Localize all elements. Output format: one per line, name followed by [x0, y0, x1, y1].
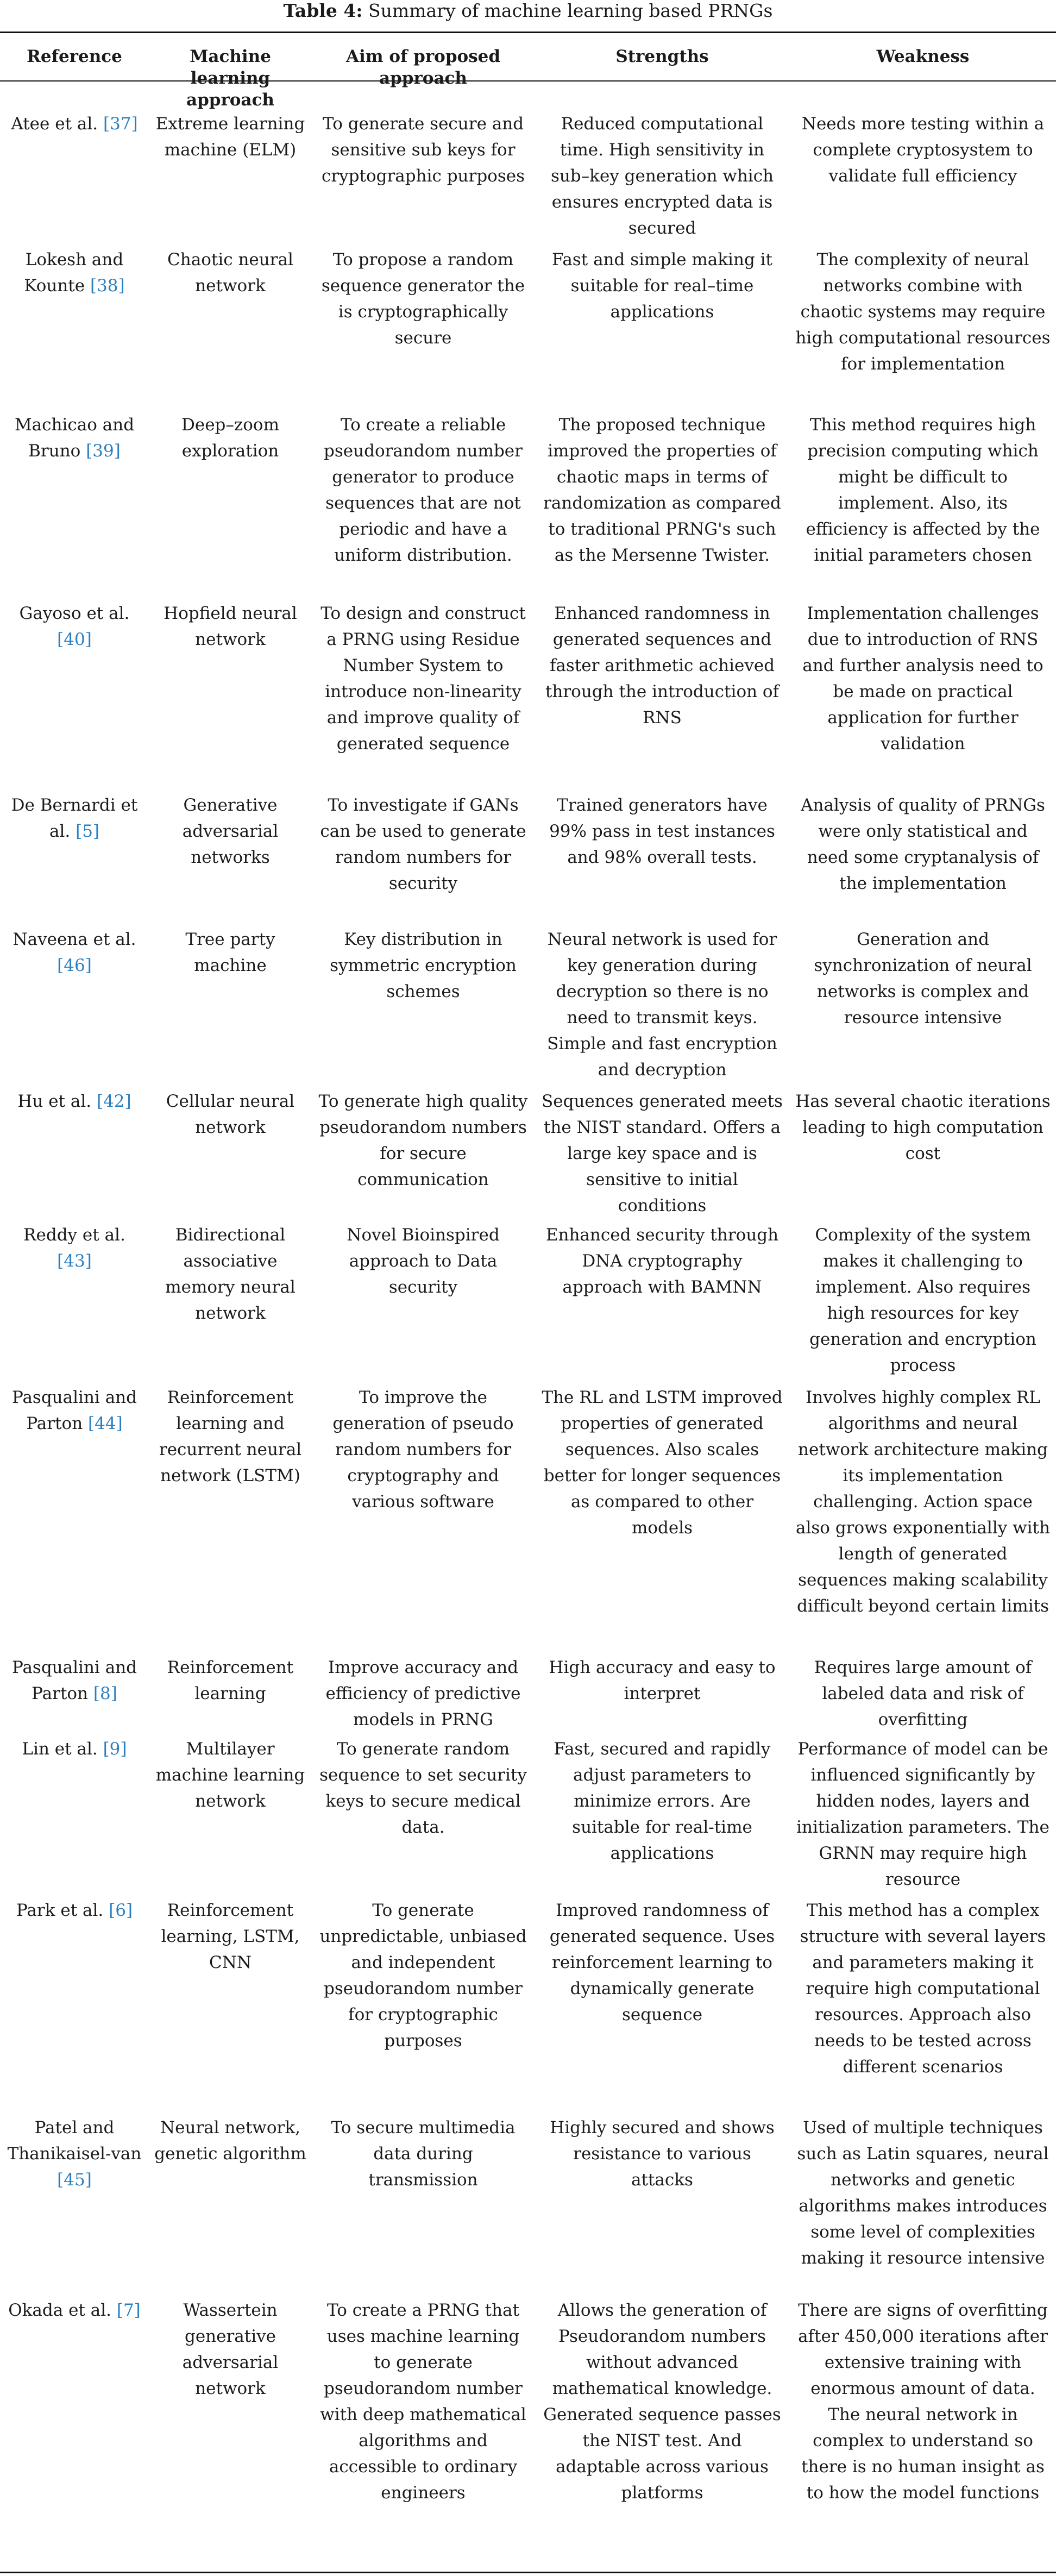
weakness-cell: Generation and synchronization of neural networks is complex and resource intensive: [814, 930, 1032, 1027]
approach-cell: Cellular neural network: [166, 1092, 295, 1137]
citation-link[interactable]: [46]: [57, 956, 92, 975]
citation-link[interactable]: [40]: [57, 630, 92, 649]
table-caption-title: Summary of machine learning based PRNGs: [368, 0, 773, 21]
approach-cell: Generative adversarial networks: [182, 795, 279, 867]
weakness-cell: This method has a complex structure with several layers and parameters making it require high computational resources. Approach also needs to be tested across different scenarios: [800, 1901, 1046, 2077]
citation-link[interactable]: [38]: [90, 276, 125, 296]
aim-cell: To design and construct a PRNG using Residue Number System to introduce non-linearity and improve quality of generated sequence: [320, 604, 526, 754]
reference-text: Gayoso et al.: [19, 604, 130, 623]
reference-text: Machicao and Bruno: [14, 415, 135, 461]
table-row: [0, 412, 1056, 600]
strengths-cell: Sequences generated meets the NIST standard. Offers a large key space and is sensitive to initial conditions: [542, 1092, 783, 1215]
reference-text: Pasqualini and Parton: [11, 1658, 137, 1703]
citation-link[interactable]: [5]: [76, 822, 100, 841]
reference-text: Park et al.: [16, 1901, 109, 1920]
strengths-cell: Improved randomness of generated sequence. Uses reinforcement learning to dynamically generate sequence: [549, 1901, 775, 2025]
reference-cell: [0, 111, 149, 247]
weakness-cell: Used of multiple techniques such as Latin squares, neural networks and genetic algorithms makes introduces some level of complexities making it resource intensive: [797, 2118, 1049, 2268]
aim-cell: To generate unpredictable, unbiased and independent pseudorandom number for cryptographic purposes: [319, 1901, 527, 2051]
aim-cell: To propose a random sequence generator the is cryptographically secure: [321, 250, 525, 348]
reference-cell: [0, 412, 149, 600]
citation-link[interactable]: [6]: [109, 1901, 133, 1920]
reference-cell: [0, 2297, 149, 2540]
strengths-cell: High accuracy and easy to interpret: [549, 1658, 776, 1703]
strengths-cell: Trained generators have 99% pass in test instances and 98% overall tests.: [549, 795, 775, 867]
reference-text: Lin et al.: [22, 1739, 103, 1759]
header-row: [0, 35, 1056, 111]
reference-cell: [0, 1736, 149, 1897]
strengths-cell: Enhanced security through DNA cryptography approach with BAMNN: [545, 1225, 779, 1297]
aim-cell: Improve accuracy and efficiency of predictive models in PRNG: [325, 1658, 521, 1729]
reference-cell: [0, 1897, 149, 2115]
table-caption-label: Table 4:: [283, 0, 363, 21]
approach-cell: Extreme learning machine (ELM): [155, 114, 305, 160]
strengths-cell: Fast and simple making it suitable for real–time applications: [551, 250, 773, 322]
aim-cell: To create a PRNG that uses machine learning to generate pseudorandom number with deep mathematical algorithms and accessible to ordinary engineers: [320, 2301, 526, 2503]
weakness-cell: Involves highly complex RL algorithms and neural network architecture making its implementation challenging. Action space also grows exponentially with length of generated sequences making scalability difficult beyond certain limits: [796, 1388, 1050, 1616]
aim-cell: To generate random sequence to set security keys to secure medical data.: [319, 1739, 527, 1837]
header-aim: Aim of proposed approach: [345, 47, 501, 88]
weakness-cell: This method requires high precision computing which might be difficult to implement. Also, its efficiency is affected by the initial parameters chosen: [806, 415, 1040, 565]
table-row: [0, 1384, 1056, 1654]
aim-cell: To secure multimedia data during transmission: [331, 2118, 516, 2190]
strengths-cell: Highly secured and shows resistance to various attacks: [550, 2118, 775, 2190]
reference-text: Okada et al.: [8, 2301, 117, 2320]
aim-cell: Key distribution in symmetric encryption schemes: [330, 930, 517, 1001]
weakness-cell: Implementation challenges due to introduction of RNS and further analysis need to be made on practical application for further validation: [802, 604, 1044, 754]
weakness-cell: Needs more testing within a complete cryptosystem to validate full efficiency: [801, 114, 1045, 186]
approach-cell: Bidirectional associative memory neural network: [165, 1225, 296, 1323]
citation-link[interactable]: [45]: [57, 2170, 92, 2190]
weakness-cell: Has several chaotic iterations leading to high computation cost: [795, 1092, 1051, 1163]
reference-cell: [0, 247, 149, 412]
reference-cell: [0, 792, 149, 926]
table-row: [0, 600, 1056, 792]
table-row: [0, 792, 1056, 926]
strengths-cell: Fast, secured and rapidly adjust parameters to minimize errors. Are suitable for real-time applications: [554, 1739, 771, 1863]
reference-text: Naveena et al.: [12, 930, 136, 949]
weakness-cell: Complexity of the system makes it challenging to implement. Also requires high resources for key generation and encryption process: [809, 1225, 1036, 1375]
table-row: [0, 1222, 1056, 1384]
header-strengths: Strengths: [615, 47, 709, 66]
table-row: [0, 247, 1056, 412]
citation-link[interactable]: [9]: [103, 1739, 127, 1759]
reference-cell: [0, 1222, 149, 1384]
approach-cell: Reinforcement learning, LSTM, CNN: [161, 1901, 300, 1972]
header-approach: Machine learning approach: [186, 47, 274, 110]
table-row: [0, 1897, 1056, 2115]
strengths-cell: Neural network is used for key generation during decryption so there is no need to transmit keys. Simple and fast encryption and decryption: [547, 930, 777, 1080]
citation-link[interactable]: [43]: [57, 1251, 92, 1271]
header-weakness: Weakness: [876, 47, 970, 66]
citation-link[interactable]: [8]: [93, 1684, 117, 1703]
reference-cell: [0, 600, 149, 792]
approach-cell: Reinforcement learning: [167, 1658, 294, 1703]
approach-cell: Chaotic neural network: [167, 250, 293, 296]
citation-link[interactable]: [42]: [96, 1092, 131, 1111]
table-row: [0, 2115, 1056, 2297]
table-row: [0, 1736, 1056, 1897]
citation-link[interactable]: [37]: [103, 114, 138, 134]
table-row: [0, 2297, 1056, 2540]
citation-link[interactable]: [44]: [88, 1414, 123, 1433]
weakness-cell: There are signs of overfitting after 450,000 iterations after extensive training with enormous amount of data. The neural network in complex to understand so there is no human insight as to how the model functions: [798, 2301, 1048, 2503]
aim-cell: To generate secure and sensitive sub keys for cryptographic purposes: [321, 114, 525, 186]
table-caption: [0, 0, 1056, 22]
summary-table: [0, 35, 1056, 2540]
reference-text: Patel and Thanikaisel-van: [7, 2118, 142, 2164]
weakness-cell: Performance of model can be influenced significantly by hidden nodes, layers and initialization parameters. The GRNN may require high resource: [796, 1739, 1049, 1889]
aim-cell: Novel Bioinspired approach to Data security: [347, 1225, 500, 1297]
approach-cell: Tree party machine: [185, 930, 275, 975]
weakness-cell: Requires large amount of labeled data and risk of overfitting: [814, 1658, 1032, 1729]
reference-cell: [0, 1654, 149, 1736]
top-rule: [0, 32, 1056, 33]
aim-cell: To improve the generation of pseudo random numbers for cryptography and various software: [332, 1388, 514, 1512]
approach-cell: Hopfield neural network: [164, 604, 297, 649]
aim-cell: To generate high quality pseudorandom numbers for secure communication: [318, 1092, 528, 1189]
weakness-cell: The complexity of neural networks combine with chaotic systems may require high computational resources for implementation: [795, 250, 1051, 374]
aim-cell: To investigate if GANs can be used to generate random numbers for security: [320, 795, 526, 893]
approach-cell: Wassertein generative adversarial network: [182, 2301, 279, 2398]
strengths-cell: Allows the generation of Pseudorandom numbers without advanced mathematical knowledge. Generated sequence passes the NIST test. And adaptable across various platforms: [543, 2301, 781, 2503]
citation-link[interactable]: [7]: [116, 2301, 141, 2320]
approach-cell: Reinforcement learning and recurrent neural network (LSTM): [159, 1388, 302, 1486]
reference-cell: [0, 1088, 149, 1222]
reference-text: Hu et al.: [17, 1092, 97, 1111]
header-reference: Reference: [27, 47, 122, 66]
table-row: [0, 1088, 1056, 1222]
table-row: [0, 926, 1056, 1088]
reference-cell: [0, 1384, 149, 1654]
strengths-cell: Enhanced randomness in generated sequences and faster arithmetic achieved through the introduction of RNS: [545, 604, 780, 728]
strengths-cell: Reduced computational time. High sensitivity in sub–key generation which ensures encrypted data is secured: [550, 114, 774, 238]
reference-text: Lokesh and Kounte: [24, 250, 124, 296]
aim-cell: To create a reliable pseudorandom number generator to produce sequences that are not periodic and have a uniform distribution.: [324, 415, 523, 565]
weakness-cell: Analysis of quality of PRNGs were only statistical and need some cryptanalysis of the implementation: [801, 795, 1045, 893]
citation-link[interactable]: [39]: [86, 441, 121, 461]
reference-text: De Bernardi et al.: [11, 795, 138, 841]
strengths-cell: The proposed technique improved the properties of chaotic maps in terms of randomization as compared to traditional PRNG's such as the Mersenne Twister.: [543, 415, 781, 565]
approach-cell: Deep–zoom exploration: [181, 415, 279, 461]
approach-cell: Multilayer machine learning network: [155, 1739, 305, 1811]
reference-text: Pasqualini and Parton: [11, 1388, 137, 1433]
reference-cell: [0, 926, 149, 1088]
strengths-cell: The RL and LSTM improved properties of generated sequences. Also scales better for longer sequences as compared to other models: [542, 1388, 783, 1538]
table-row: [0, 1654, 1056, 1736]
approach-cell: Neural network, genetic algorithm: [154, 2118, 306, 2164]
reference-text: Reddy et al.: [23, 1225, 125, 1245]
reference-cell: [0, 2115, 149, 2297]
table-row: [0, 111, 1056, 247]
reference-text: Atee et al.: [11, 114, 103, 134]
bottom-rule: [0, 2572, 1056, 2573]
